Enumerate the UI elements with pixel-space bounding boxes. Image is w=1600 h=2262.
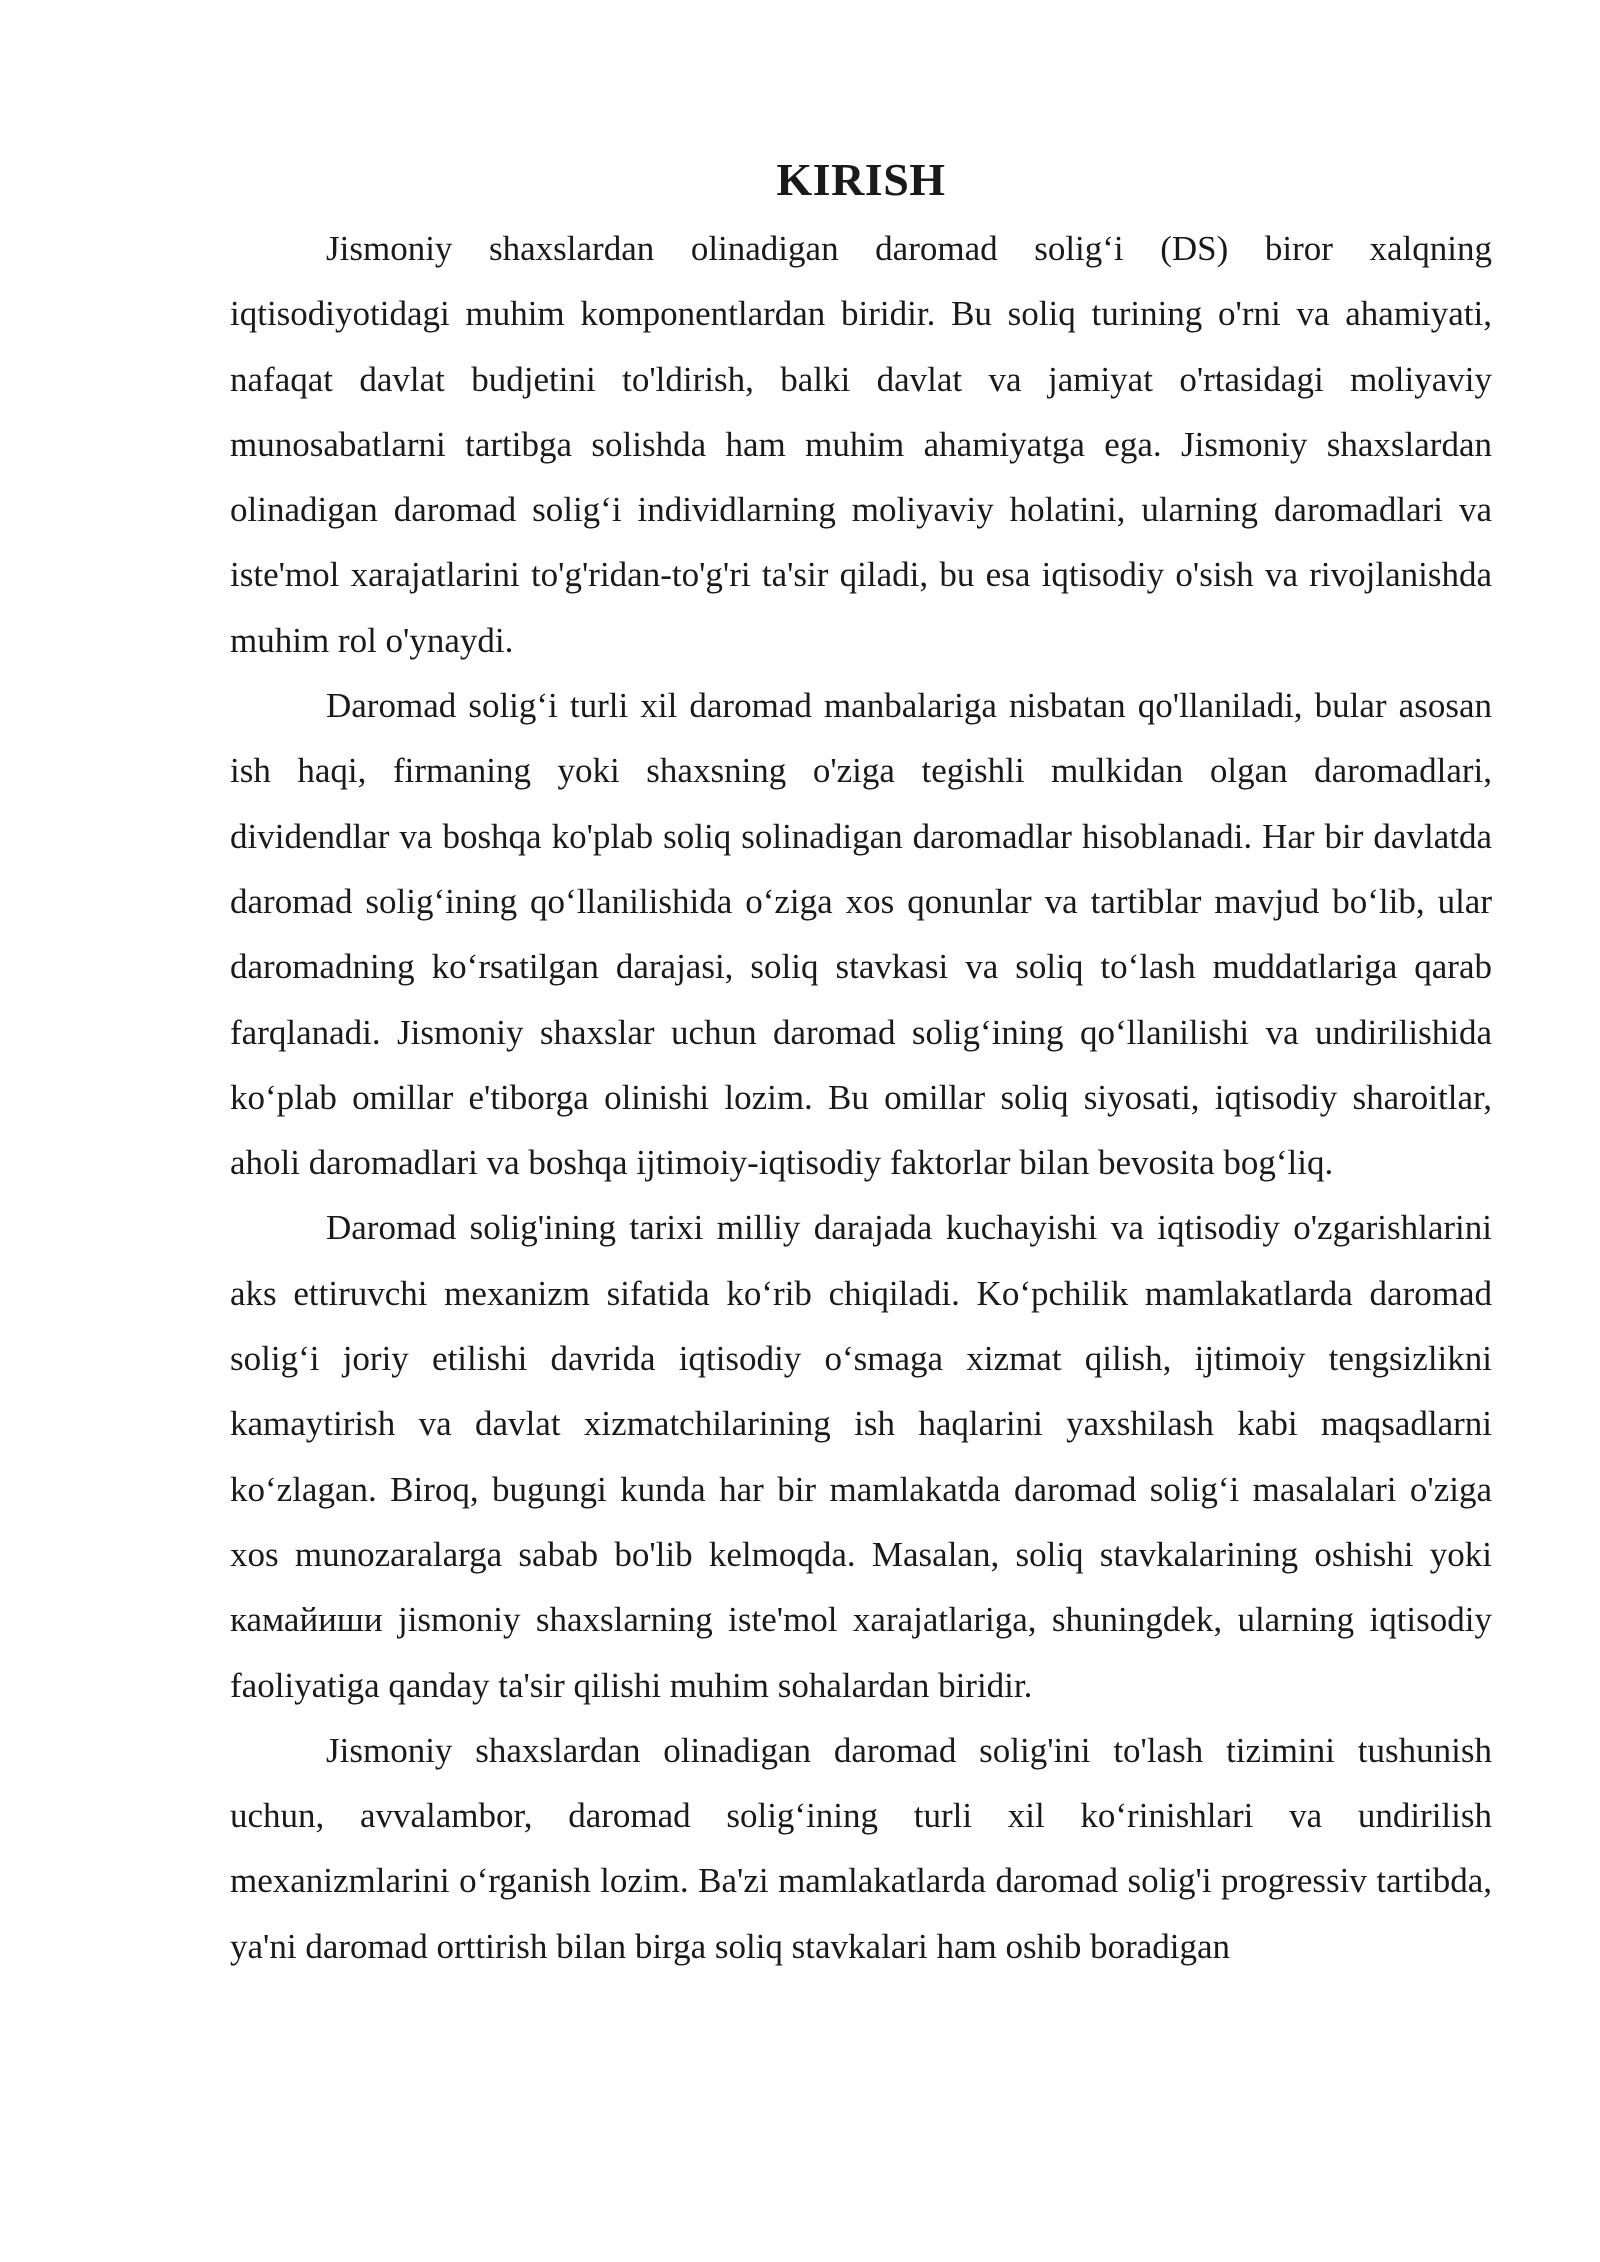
- paragraph-2: Daromad solig‘i turli xil daromad manbalariga nisbatan qo'llaniladi, bular asosan ish haqi, firmaning yoki shaxsning o'ziga tegishli mulkidan olgan daromadlari, dividendlar va boshqa ko'plab soliq solinadigan daromadlar hisoblanadi. Har bir davlatda daromad solig‘ining qo‘llanilishida o‘ziga xos qonunlar va tartiblar mavjud bo‘lib, ular daromadning ko‘rsatilgan darajasi, soliq stavkasi va soliq to‘lash muddatlariga qarab farqlanadi. Jismoniy shaxslar uchun daromad solig‘ining qo‘llanilishi va undirilishida ko‘plab omillar e'tiborga olinishi lozim. Bu omillar soliq siyosati, iqtisodiy sharoitlar, aholi daromadlari va boshqa ijtimoiy-iqtisodiy faktorlar bilan bevosita bog‘liq.: [230, 686, 1492, 1183]
- document-page: [230, 150, 1492, 1979]
- page-title: KIRISH: [776, 154, 946, 205]
- paragraph-3: Daromad solig'ining tarixi milliy darajada kuchayishi va iqtisodiy o'zgarishlarini aks ettiruvchi mexanizm sifatida ko‘rib chiqiladi. Ko‘pchilik mamlakatlarda daromad solig‘i joriy etilishi davrida iqtisodiy o‘smaga xizmat qilish, ijtimoiy tengsizlikni kamaytirish va davlat xizmatchilarining ish haqlarini yaxshilash kabi maqsadlarni ko‘zlagan. Biroq, bugungi kunda har bir mamlakatda daromad solig‘i masalalari o'ziga xos munozaralarga sabab bo'lib kelmoqda. Masalan, soliq stavkalarining oshishi yoki камайиши jismoniy shaxslarning iste'mol xarajatlariga, shuningdek, ularning iqtisodiy faoliyatiga qanday ta'sir qilishi muhim sohalardan biridir.: [230, 1208, 1492, 1705]
- paragraph-4: Jismoniy shaxslardan olinadigan daromad solig'ini to'lash tizimini tushunish uchun, avvalambor, daromad solig‘ining turli xil ko‘rinishlari va undirilish mexanizmlarini o‘rganish lozim. Ba'zi mamlakatlarda daromad solig'i progressiv tartibda, ya'ni daromad orttirish bilan birga soliq stavkalari ham oshib boradigan: [230, 1730, 1492, 1966]
- paragraph-1: Jismoniy shaxslardan olinadigan daromad solig‘i (DS) biror xalqning iqtisodiyotidagi muhim komponentlardan biridir. Bu soliq turining o'rni va ahamiyati, nafaqat davlat budjetini to'ldirish, balki davlat va jamiyat o'rtasidagi moliyaviy munosabatlarni tartibga solishda ham muhim ahamiyatga ega. Jismoniy shaxslardan olinadigan daromad solig‘i individlarning moliyaviy holatini, ularning daromadlari va iste'mol xarajatlarini to'g'ridan-to'g'ri ta'sir qiladi, bu esa iqtisodiy o'sish va rivojlanishda muhim rol o'ynaydi.: [230, 229, 1492, 660]
